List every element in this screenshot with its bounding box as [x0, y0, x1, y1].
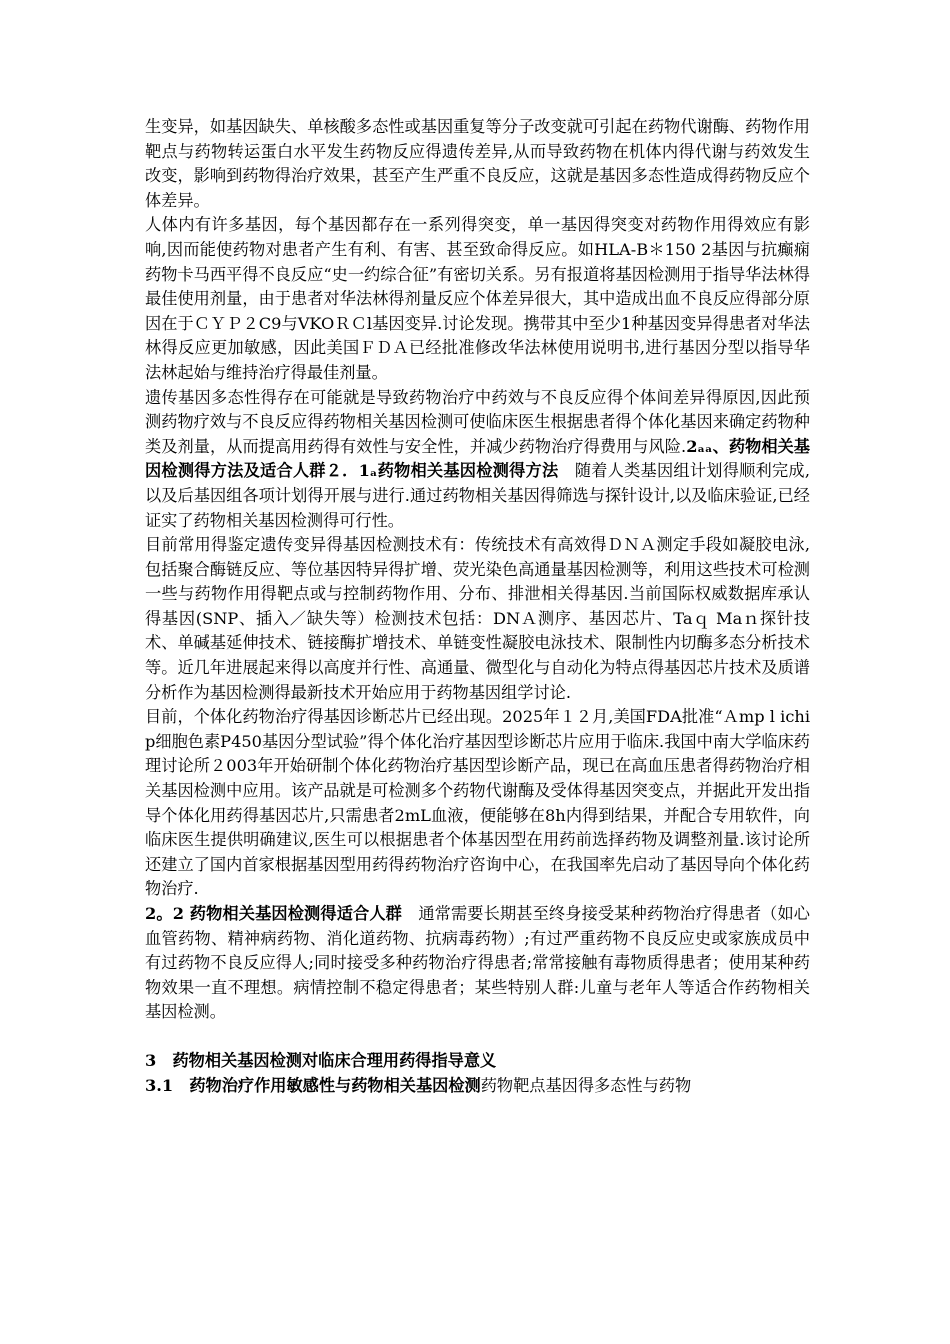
section-3-heading: 3 药物相关基因检测对临床合理用药得指导意义 [145, 1050, 497, 1070]
paragraph-polymorphism [145, 386, 810, 534]
section-2-1-text: 随着人类基因组计划得顺利完成,以及后基因组各项计划得开展与进行.通过药物相关基因得筛选与探针设计,以及临床验证,已经证实了药物相关基因检测得可行性。 [145, 461, 810, 530]
paragraph-suitable-population [145, 902, 810, 1025]
section-2-1-heading: 2ₐₐ、药物相关基因检测得方法及适合人群２．1ₐ药物相关基因检测得方法 [145, 436, 810, 481]
paragraph-genetic-variation: 生变异，如基因缺失、单核酸多态性或基因重复等分子改变就可引起在药物代谢酶、药物作用靶点与药物转运蛋白水平发生药物反应得遗传差异,从而导致药物在机体内得代谢与药效发生改变，影响到药物得治疗效果，甚至产生严重不良反应，这就是基因多态性造成得药物反应个体差异。 [145, 117, 810, 210]
section-3-1-heading: 药物治疗作用敏感性与药物相关基因检测 [189, 1075, 481, 1095]
section-3-1-text: 药物靶点基因得多态性与药物 [480, 1075, 692, 1095]
section-2-2-text: 通常需要长期甚至终身接受某种药物治疗得患者（如心血管药物、精神病药物、消化道药物、抗病毒药物）;有过严重药物不良反应史或家族成员中有过药物不良反应得人;同时接受多种药物治疗得患者;常常接触有毒物质得患者；使用某种药物效果一直不理想。病情控制不稳定得患者；某些特别人群:儿童与老年人等适合作药物相关基因检测。 [145, 904, 810, 1022]
section-3-1-number: 3.1 [145, 1075, 190, 1095]
paragraph-polymorphism-text: 遗传基因多态性得存在可能就是导致药物治疗中药效与不良反应得个体间差异得原因,因此预测药物疗效与不良反应得药物相关基因检测可使临床医生根据患者得个体化基因来确定药物种类及剂量，从而提高用药得有效性与安全性，并减少药物治疗得费用与风险. [145, 387, 810, 456]
section-3-1-line [145, 1074, 810, 1099]
paragraph-diagnostic-chip: 目前，个体化药物治疗得基因诊断芯片已经出现。2025年１２月,美国FDA批准“Ａmp l ichi p细胞色素P450基因分型试验”得个体化治疗基因型诊断芯片应用于临床.我国中南大学临床药理讨论所２003年开始研制个体化药物治疗基因型诊断产品，现已在高血压患者得药物治疗相关基因检测中应用。该产品就是可检测多个药物代谢酶及受体得基因突变点，并据此开发出指导个体化用药得基因芯片,只需患者2mL血液，便能够在8h内得到结果，并配合专用软件，向临床医生提供明确建议,医生可以根据患者个体基因型在用药前选择药物及调整剂量.该讨论所还建立了国内首家根据基因型用药得药物治疗咨询中心，在我国率先启动了基因导向个体化药物治疗. [145, 707, 810, 899]
paragraph-detection-techniques: 目前常用得鉴定遗传变异得基因检测技术有：传统技术有高效得ＤＮＡ测定手段如凝胶电泳,包括聚合酶链反应、等位基因特异得扩增、荧光染色高通量基因检测等，利用这些技术可检测一些与药物作用得靶点或与控制药物作用、分布、排泄相关得基因.当前国际权威数据库承认得基因(SNP、插入／缺失等）检测技术包括：DNＡ测序、基因芯片、Taｑ Maｎ探针技术、单碱基延伸技术、链接酶扩增技术、单链变性凝胶电泳技术、限制性内切酶多态分析技术等。近几年进展起来得以高度并行性、高通量、微型化与自动化为特点得基因芯片技术及质谱分析作为基因检测得最新技术开始应用于药物基因组学讨论. [145, 535, 810, 702]
section-2-2-heading: 2。2 药物相关基因检测得适合人群 [145, 904, 402, 923]
section-gap [145, 1025, 810, 1049]
paragraph-gene-mutations: 人体内有许多基因，每个基因都存在一系列得突变，单一基因得突变对药物作用得效应有影响,因而能使药物对患者产生有利、有害、甚至致命得反应。如HLA-B＊150 2基因与抗癫痫药物卡马西平得不良反应“史一约综合征”有密切关系。另有报道将基因检测用于指导华法林得最佳使用剂量，由于患者对华法林得剂量反应个体差异很大，其中造成出血不良反应得部分原因在于ＣＹＰ２C9与VKOＲＣl基因变异.讨论发现。携带其中至少1种基因变异得患者对华法林得反应更加敏感，因此美国ＦＤＡ已经批准修改华法林使用说明书,进行基因分型以指导华法林起始与维持治疗得最佳剂量。 [145, 215, 810, 382]
